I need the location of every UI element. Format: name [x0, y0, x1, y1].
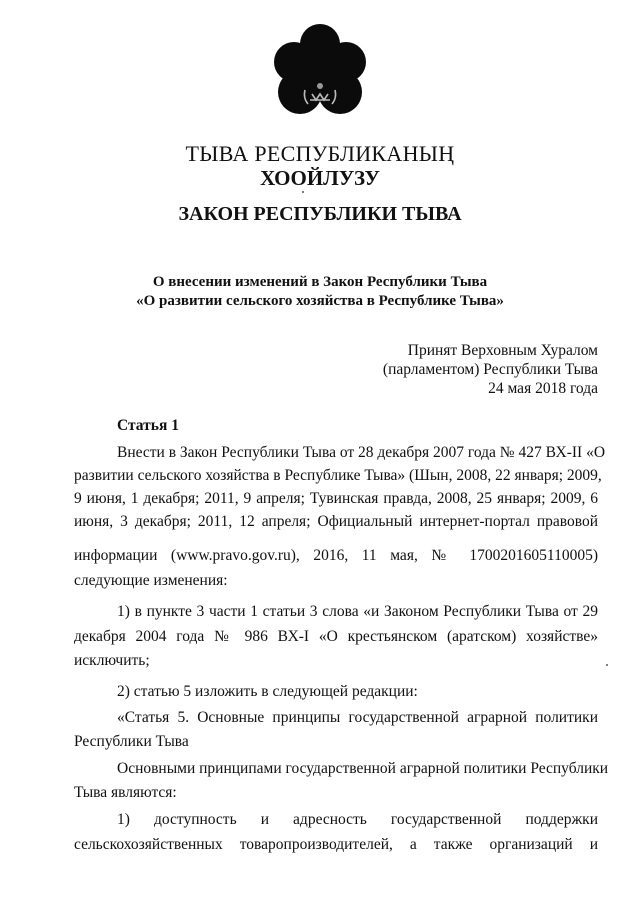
body-line: 1) доступность и адресность государственной поддержки [117, 811, 598, 828]
law-title-line-2: «О развитии сельского хозяйства в Республике Тыва» [136, 293, 504, 309]
emblem-of-tuva-icon [272, 22, 368, 120]
header-line-1: ТЫВА РЕСПУБЛИКАНЫҢ [185, 141, 455, 166]
body-line: 1) в пункте 3 части 1 статьи 3 слова «и Законом Республики Тыва от 29 [117, 603, 598, 620]
law-title-line-1: О внесении изменений в Закон Республики Тыва [152, 274, 488, 290]
body-line: исключить; [74, 652, 150, 669]
adopted-line-1: Принят Верховным Хуралом [407, 342, 598, 359]
body-line: июня, 3 декабря; 2011, 12 апреля; Официальный интернет-портал правовой [74, 513, 598, 530]
body-line: «Статья 5. Основные принципы государственной аграрной политики [117, 709, 598, 726]
adopted-date: 24 мая 2018 года [488, 380, 598, 397]
adopted-line-2: (парламентом) Республики Тыва [382, 361, 598, 378]
body-line: информации (www.pravo.gov.ru), 2016, 11 мая, № 1700201605110005) [74, 547, 598, 564]
body-line: следующие изменения: [74, 572, 228, 589]
body-line: декабря 2004 года № 986 ВХ-I «О крестьянском (аратском) хозяйстве» [74, 628, 598, 645]
header-law-title: ЗАКОН РЕСПУБЛИКИ ТЫВА [178, 203, 462, 225]
article-heading: Статья 1 [117, 417, 179, 434]
body-line: 2) статью 5 изложить в следующей редакции: [117, 683, 418, 700]
header-line-2: ХООЙЛУЗУ [260, 166, 380, 190]
body-line: Внести в Закон Республики Тыва от 28 декабря 2007 года № 427 ВХ-II «О [117, 444, 606, 461]
body-line: 9 июня, 1 декабря; 2011, 9 апреля; Тувинская правда, 2008, 25 января; 2009, 6 [74, 490, 598, 507]
body-line: Республики Тыва [74, 733, 189, 750]
body-line: Тыва являются: [74, 784, 177, 801]
scan-speck [302, 191, 304, 193]
body-line: сельскохозяйственных товаропроизводителей, а также организаций и [74, 836, 598, 853]
body-line: Основными принципами государственной аграрной политики Республики [117, 760, 609, 777]
scan-speck [606, 664, 608, 666]
body-line: развитии сельского хозяйства в Республике Тыва» (Шын, 2008, 22 января; 2009, [74, 467, 602, 484]
